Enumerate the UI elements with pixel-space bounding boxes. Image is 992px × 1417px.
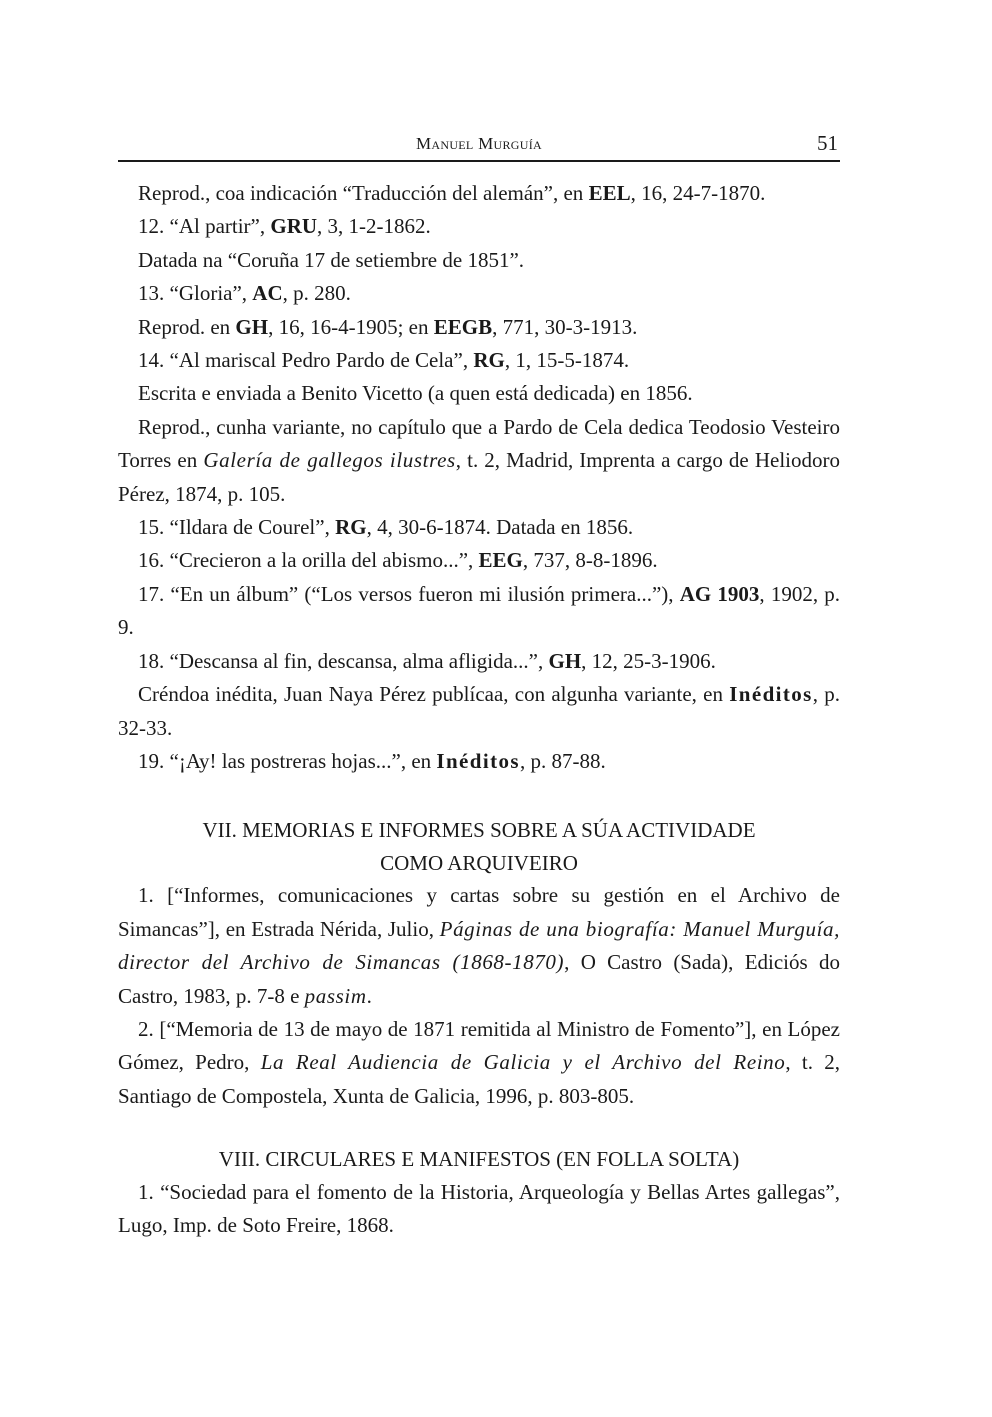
section-heading-viii: VIII. CIRCULARES E MANIFESTOS (EN FOLLA SOLTA) (218, 1147, 740, 1172)
entry-datada-1851: Datada na “Coruña 17 de setiembre de 1851”. (138, 247, 525, 272)
section-gap (118, 778, 840, 814)
entry-reprod-eel: Reprod., coa indicación “Traducción del alemán”, en EEL, 16, 24-7-1870. (138, 181, 766, 205)
section-gap (118, 1113, 840, 1143)
entry-17: 17. “En un álbum” (“Los versos fueron mi ilusión primera...”), AG 1903, 1902, p. 9. (118, 581, 841, 640)
section8-entry-1: 1. “Sociedad para el fomento de la Historia, Arqueología y Bellas Artes gallegas”, Lugo, Imp. de Soto Freire, 1868. (118, 1179, 840, 1238)
page-number: 51 (817, 131, 838, 155)
running-head: Manuel Murguía (415, 134, 542, 153)
abbr-rg: RG (473, 348, 505, 373)
page-body (118, 177, 840, 1242)
abbr-gh: GH (235, 314, 269, 339)
section-heading-vii-line2: COMO ARQUIVEIRO (380, 850, 578, 875)
abbr-ac: AC (252, 281, 283, 306)
entry-reprod-gh: Reprod. en GH, 16, 16-4-1905; en EEGB, 771, 30-3-1913. (138, 314, 638, 339)
entry-15: 15. “Ildara de Courel”, RG, 4, 30-6-1874. Datada en 1856. (138, 515, 634, 540)
title-paginas: Páginas de una biografía: Manuel Murguía, director del Archivo de Simancas (1868-1870) (118, 916, 840, 975)
section7-entry-1: 1. [“Informes, comunicaciones y cartas sobre su gestión en el Archivo de Simancas”], en Estrada Nérida, Julio, Páginas de una biografía: Manuel Murguía, director del Archivo de Simancas (1868-1870), O Castro (Sada), Ediciós do Castro, 1983, p. 7-8 e passim. (118, 883, 840, 1008)
title-real-audiencia: La Real Audiencia de Galicia y el Archivo del Reino (260, 1050, 786, 1075)
title-galeria: Galería de gallegos ilustres (203, 448, 456, 473)
abbr-rg: RG (335, 515, 367, 540)
section-heading-vii-line1: VII. MEMORIAS E INFORMES SOBRE A SÚA ACTIVIDADE (202, 818, 756, 843)
entry-18: 18. “Descansa al fin, descansa, alma afligida...”, GH, 12, 25-3-1906. (138, 648, 716, 673)
abbr-gh: GH (548, 648, 582, 673)
entry-12: 12. “Al partir”, GRU, 3, 1-2-1862. (138, 214, 431, 239)
abbr-eel: EEL (588, 181, 631, 205)
entry-escrita: Escrita e enviada a Benito Vicetto (a quen está dedicada) en 1856. (138, 381, 693, 406)
entry-16: 16. “Crecieron a la orilla del abismo...”, EEG, 737, 8-8-1896. (138, 548, 658, 573)
entry-13: 13. “Gloria”, AC, p. 280. (138, 281, 351, 306)
abbr-eeg: EEG (478, 548, 523, 573)
abbr-gru: GRU (270, 214, 318, 239)
entry-19: 19. “¡Ay! las postreras hojas...”, en Inéditos, p. 87-88. (138, 748, 606, 773)
section7-entry-2: 2. [“Memoria de 13 de mayo de 1871 remitida al Ministro de Fomento”], en López Gómez, Pedro, La Real Audiencia de Galicia y el Archivo del Reino, t. 2, Santiago de Compostela, Xunta de Galicia, 1996, p. 803-805. (118, 1016, 840, 1108)
term-passim: passim (304, 983, 367, 1008)
abbr-ag-1903: AG 1903 (679, 581, 760, 606)
abbr-ineditos: Inéditos (436, 748, 520, 773)
abbr-ineditos: Inéditos (729, 682, 813, 707)
entry-crendoa: Créndoa inédita, Juan Naya Pérez publícaa, con algunha variante, en Inéditos, p. 32-33. (118, 682, 840, 740)
abbr-eegb: EEGB (433, 314, 493, 339)
entry-14: 14. “Al mariscal Pedro Pardo de Cela”, RG, 1, 15-5-1874. (138, 348, 630, 373)
entry-reprod-variante: Reprod., cunha variante, no capítulo que a Pardo de Cela dedica Teodosio Vesteiro Torres en Galería de gallegos ilustres, t. 2, Madrid, Imprenta a cargo de Heliodoro Pérez, 1874, p. 105. (118, 414, 840, 506)
page-header (118, 130, 840, 162)
